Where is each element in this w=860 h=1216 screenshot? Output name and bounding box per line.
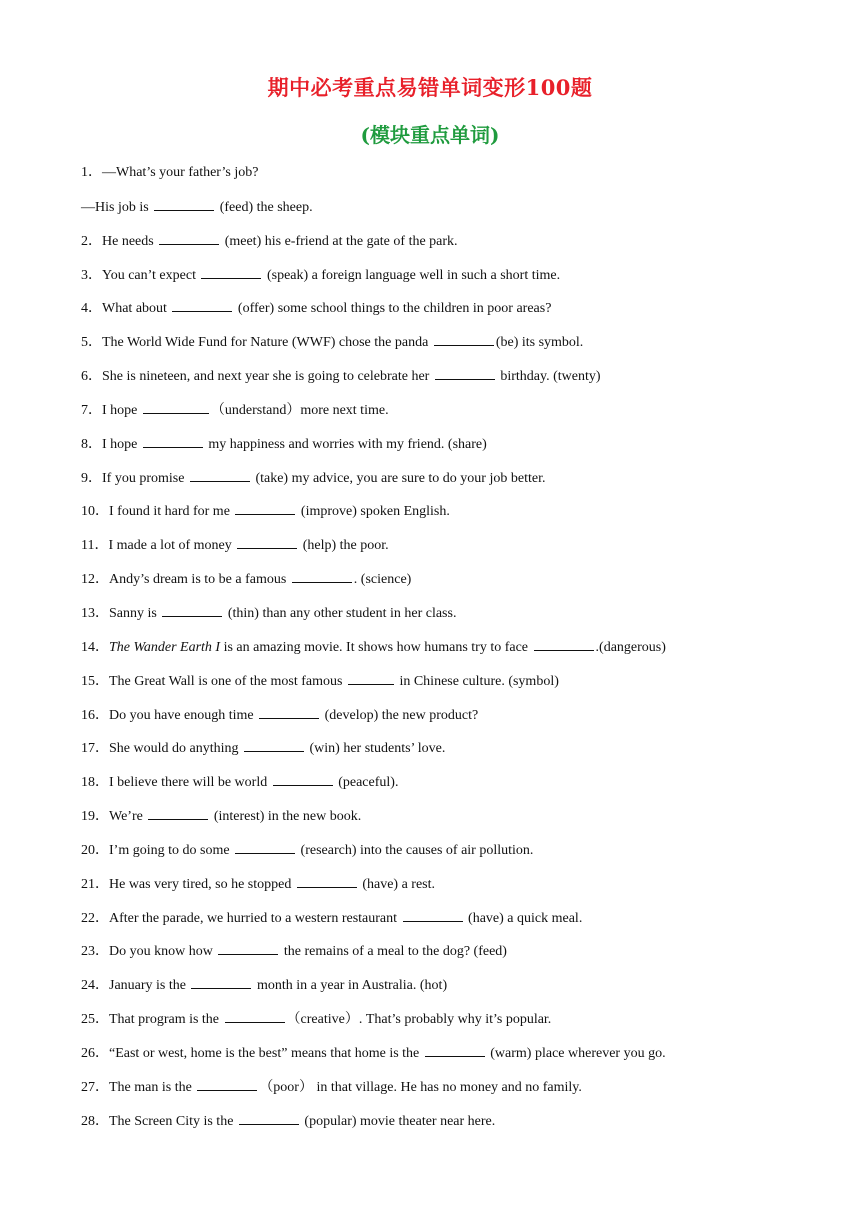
question-25 <box>81 1008 841 1042</box>
question-number: 27． <box>81 1079 109 1095</box>
question-text: She would do anything <box>109 741 242 757</box>
question-number: 10． <box>81 504 109 520</box>
question-number: 12． <box>81 572 109 588</box>
answer-blank[interactable] <box>435 365 495 380</box>
movie-title: The Wander Earth I <box>109 639 221 655</box>
question-16 <box>81 704 841 738</box>
answer-blank[interactable] <box>297 873 357 888</box>
question-text-after: （poor） in that village. He has no money and no family. <box>259 1079 582 1095</box>
answer-blank[interactable] <box>237 534 297 549</box>
answer-blank[interactable] <box>201 264 261 279</box>
question-text: He needs <box>102 233 158 249</box>
question-text: Andy’s dream is to be a famous <box>109 572 290 588</box>
answer-blank[interactable] <box>259 704 319 719</box>
question-14 <box>81 636 841 670</box>
answer-blank[interactable] <box>235 839 295 854</box>
answer-blank[interactable] <box>244 737 304 752</box>
question-text: She is nineteen, and next year she is going to celebrate her <box>102 369 433 385</box>
question-number: 1． <box>81 165 102 180</box>
question-9 <box>81 467 841 501</box>
question-number: 26． <box>81 1045 109 1061</box>
question-number: 18． <box>81 775 109 791</box>
question-number: 8． <box>81 436 102 452</box>
question-list <box>81 162 841 1143</box>
question-23 <box>81 940 841 974</box>
question-text-after: . (science) <box>353 572 412 588</box>
question-13 <box>81 602 841 636</box>
answer-blank[interactable] <box>191 974 251 989</box>
question-text-after: (research) into the causes of air pollution. <box>297 842 534 858</box>
question-number: 23． <box>81 944 109 960</box>
question-3 <box>81 264 841 298</box>
question-text: The man is the <box>109 1079 196 1095</box>
question-text-after: .(dangerous) <box>595 639 666 655</box>
question-text-after: in Chinese culture. (symbol) <box>395 673 559 689</box>
question-19 <box>81 805 841 839</box>
question-20 <box>81 839 841 873</box>
question-text: The Great Wall is one of the most famous <box>109 673 346 689</box>
question-text: We’re <box>109 809 147 825</box>
question-text: “East or west, home is the best” means that home is the <box>109 1045 423 1061</box>
answer-blank[interactable] <box>292 568 352 583</box>
question-number: 25． <box>81 1012 109 1028</box>
question-22 <box>81 907 841 941</box>
answer-blank[interactable] <box>190 467 250 482</box>
question-10 <box>81 500 841 534</box>
question-text-after: (interest) in the new book. <box>210 809 362 825</box>
question-6 <box>81 365 841 399</box>
question-text: Do you know how <box>109 944 217 960</box>
question-4 <box>81 297 841 331</box>
answer-blank[interactable] <box>534 636 594 651</box>
question-text-after: month in a year in Australia. (hot) <box>253 978 448 994</box>
question-number: 4． <box>81 301 102 317</box>
question-text: You can’t expect <box>102 267 200 283</box>
question-number: 11． <box>81 538 109 554</box>
question-text-after: birthday. (twenty) <box>496 369 601 385</box>
question-text: I made a lot of money <box>108 538 236 554</box>
question-text-after: (offer) some school things to the children in poor areas? <box>234 301 552 317</box>
question-text-after: (meet) his e-friend at the gate of the park. <box>221 233 458 249</box>
question-26 <box>81 1042 841 1076</box>
question-text-after: my happiness and worries with my friend. (share) <box>204 436 487 452</box>
question-1-answer-line <box>81 196 841 230</box>
question-text: I hope <box>102 436 141 452</box>
question-number: 2． <box>81 233 102 249</box>
answer-blank[interactable] <box>148 805 208 820</box>
question-1 <box>81 162 841 196</box>
answer-blank[interactable] <box>154 196 214 211</box>
question-number: 16． <box>81 707 109 723</box>
question-number: 17． <box>81 741 109 757</box>
answer-blank[interactable] <box>143 399 209 414</box>
question-text: I’m going to do some <box>109 842 234 858</box>
question-number: 19． <box>81 809 109 825</box>
question-number: 15． <box>81 673 109 689</box>
answer-blank[interactable] <box>225 1008 285 1023</box>
question-12 <box>81 568 841 602</box>
question-number: 13． <box>81 605 109 621</box>
question-text: is an amazing movie. It shows how humans try to face <box>220 639 532 655</box>
page-subtitle: (模块重点单词) <box>360 123 500 147</box>
question-text-after: (speak) a foreign language well in such a short time. <box>263 267 561 283</box>
question-2 <box>81 230 841 264</box>
question-text: Do you have enough time <box>109 707 258 723</box>
question-number: 28． <box>81 1113 109 1129</box>
question-text-after: (help) the poor. <box>299 538 389 554</box>
question-text-after: the remains of a meal to the dog? (feed) <box>280 944 507 960</box>
question-text: I believe there will be world <box>109 775 271 791</box>
question-text: —His job is <box>81 199 153 215</box>
question-text-after: (develop) the new product? <box>321 707 479 723</box>
answer-blank[interactable] <box>218 940 278 955</box>
answer-blank[interactable] <box>239 1110 299 1125</box>
page-title: 期中必考重点易错单词变形100题 <box>267 75 593 100</box>
question-17 <box>81 737 841 771</box>
question-27 <box>81 1076 841 1110</box>
answer-blank[interactable] <box>403 907 463 922</box>
answer-blank[interactable] <box>348 670 394 685</box>
question-text-after: (have) a rest. <box>358 876 436 892</box>
question-15 <box>81 670 841 704</box>
question-number: 3． <box>81 267 102 283</box>
question-text-after: (peaceful). <box>334 775 399 791</box>
question-number: 6． <box>81 369 102 385</box>
question-text: He was very tired, so he stopped <box>109 876 295 892</box>
question-28 <box>81 1110 841 1144</box>
question-number: 9． <box>81 470 102 486</box>
question-text: If you promise <box>102 470 188 486</box>
question-text: I found it hard for me <box>109 504 234 520</box>
question-7 <box>81 399 841 433</box>
question-8 <box>81 433 841 467</box>
question-11 <box>81 534 841 568</box>
question-text: That program is the <box>109 1012 223 1028</box>
question-text: —What’s your father’s job? <box>102 165 259 180</box>
question-number: 24． <box>81 978 109 994</box>
answer-blank[interactable] <box>197 1076 257 1091</box>
question-number: 5． <box>81 335 102 351</box>
question-21 <box>81 873 841 907</box>
question-number: 14． <box>81 639 109 655</box>
question-number: 20． <box>81 842 109 858</box>
question-text: After the parade, we hurried to a western restaurant <box>109 910 401 926</box>
question-number: 21． <box>81 876 109 892</box>
answer-blank[interactable] <box>434 331 494 346</box>
question-text-after: (win) her students’ love. <box>306 741 446 757</box>
answer-blank[interactable] <box>143 433 203 448</box>
question-text-after: （understand）more next time. <box>210 402 389 418</box>
answer-blank[interactable] <box>172 297 232 312</box>
question-text-after: (be) its symbol. <box>495 335 584 351</box>
question-text: The Screen City is the <box>109 1113 237 1129</box>
question-text: What about <box>102 301 171 317</box>
answer-blank[interactable] <box>159 230 219 245</box>
question-number: 22． <box>81 910 109 926</box>
answer-blank[interactable] <box>162 602 222 617</box>
question-text: I hope <box>102 402 141 418</box>
question-text-after: (improve) spoken English. <box>297 504 450 520</box>
question-text: Sanny is <box>109 605 161 621</box>
question-text-after: (thin) than any other student in her class. <box>224 605 457 621</box>
question-text-after: (popular) movie theater near here. <box>300 1113 496 1129</box>
question-24 <box>81 974 841 1008</box>
answer-blank[interactable] <box>273 771 333 786</box>
question-text-after: (take) my advice, you are sure to do your job better. <box>251 470 546 486</box>
answer-blank[interactable] <box>235 500 295 515</box>
question-number: 7． <box>81 402 102 418</box>
question-text-after: (warm) place wherever you go. <box>486 1045 666 1061</box>
question-5 <box>81 331 841 365</box>
question-18 <box>81 771 841 805</box>
answer-blank[interactable] <box>425 1042 485 1057</box>
question-text: The World Wide Fund for Nature (WWF) chose the panda <box>102 335 432 351</box>
question-text: January is the <box>109 978 190 994</box>
question-text-after: (have) a quick meal. <box>464 910 583 926</box>
question-text-after: (feed) the sheep. <box>216 199 313 215</box>
question-text-after: （creative）. That’s probably why it’s popular. <box>286 1012 552 1028</box>
